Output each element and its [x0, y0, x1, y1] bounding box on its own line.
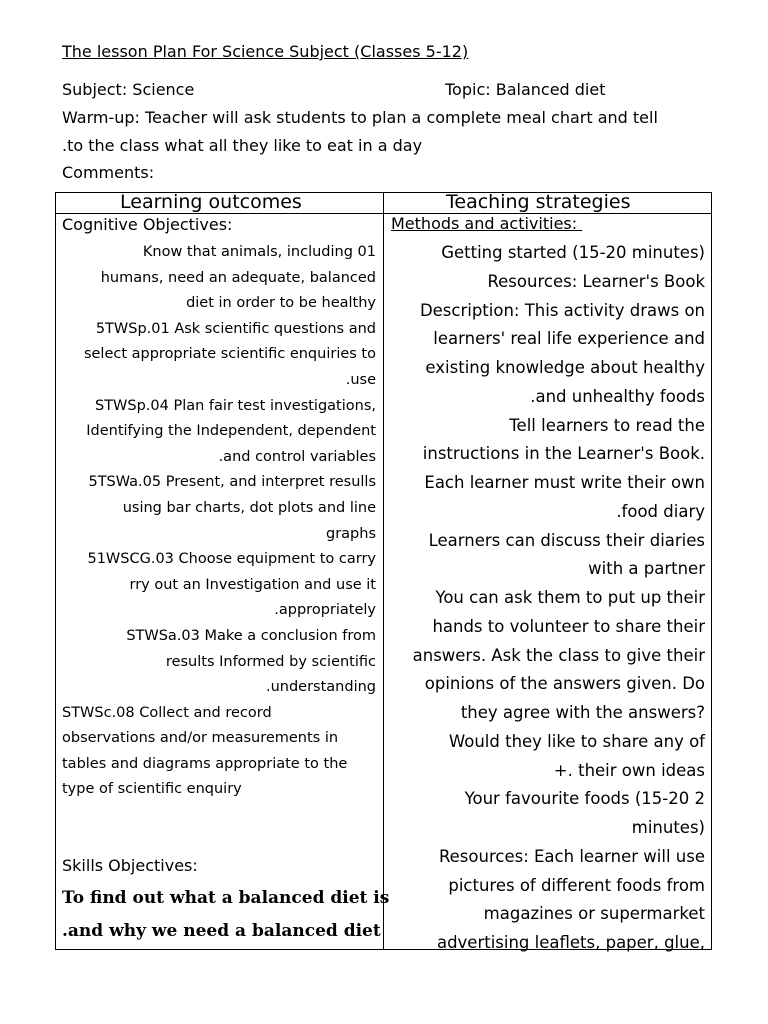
- subject-label: Subject: Science: [62, 80, 195, 99]
- outcome-line: Identifying the Independent, dependent: [86, 423, 376, 440]
- topic-label: Topic: Balanced diet: [445, 80, 606, 99]
- outcome-line: .and control variables: [218, 448, 376, 465]
- teaching-strategies-header: Teaching strategies: [446, 191, 631, 213]
- strategy-line: Would they like to share any of: [448, 731, 705, 751]
- outcome-line: Know that animals, including 01: [142, 244, 376, 260]
- strategy-line: .food diary: [616, 501, 705, 521]
- strategy-line: Description: This activity draws on: [419, 300, 705, 320]
- strategy-line: Resources: Each learner will use: [438, 846, 705, 866]
- strategy-line: Tell learners to read the: [509, 415, 705, 435]
- skills-objectives-heading: Skills Objectives:: [62, 856, 198, 875]
- strategy-line: Your favourite foods (15-20 2: [464, 789, 705, 809]
- outcome-line: type of scientific enquiry: [62, 781, 242, 798]
- outcome-line: .appropriately: [274, 602, 376, 619]
- warmup-line-1: Warm-up: Teacher will ask students to plan a complete meal chart and tell: [62, 108, 658, 127]
- outcome-line: STWSp.04 Plan fair test investigations,: [95, 397, 376, 414]
- outcome-line: diet in order to be healthy: [186, 295, 376, 312]
- page-title: The lesson Plan For Science Subject (Classes 5-12): [62, 42, 469, 61]
- cognitive-objectives-heading: Cognitive Objectives:: [62, 215, 233, 234]
- outcome-line: rry out an Investigation and use it: [129, 576, 376, 593]
- outcome-line: humans, need an adequate, balanced: [100, 269, 376, 286]
- strategy-line: Getting started (15-20 minutes): [441, 243, 705, 262]
- outcome-line: using bar charts, dot plots and line: [122, 499, 376, 516]
- outcome-line: STWSc.08 Collect and record: [62, 704, 272, 721]
- outcome-line: tables and diagrams appropriate to the: [62, 755, 348, 772]
- strategy-line: learners' real life experience and: [433, 329, 705, 349]
- warmup-line-2: .to the class what all they like to eat in a day: [62, 136, 423, 155]
- strategy-line: magazines or supermarket: [483, 904, 705, 924]
- strategy-line: existing knowledge about healthy: [425, 358, 705, 377]
- strategy-line: minutes): [631, 818, 705, 837]
- strategy-line: You can ask them to put up their: [435, 588, 705, 607]
- outcome-line: .understanding: [265, 679, 376, 696]
- outcome-line: observations and/or measurements in: [62, 730, 339, 747]
- methods-heading: Methods and activities:: [391, 214, 583, 233]
- outcome-line: .use: [345, 371, 376, 388]
- outcome-line: 5TWSp.01 Ask scientific questions and: [95, 320, 376, 337]
- strategy-line: Learners can discuss their diaries: [428, 530, 705, 550]
- learning-outcomes-header: Learning outcomes: [120, 191, 302, 213]
- strategy-line: advertising leaflets, paper, glue,: [436, 933, 705, 952]
- strategy-line: answers. Ask the class to give their: [412, 645, 705, 665]
- strategy-line: instructions in the Learner's Book.: [422, 444, 705, 464]
- teaching-strategies-list: [391, 239, 705, 958]
- skills-objective-line-2: .and why we need a balanced diet: [62, 921, 381, 941]
- learning-outcomes-list: [62, 240, 376, 803]
- skills-objective-line-1: To find out what a balanced diet is: [62, 888, 390, 908]
- outcome-line: 5TSWa.05 Present, and interpret resulls: [88, 474, 376, 491]
- strategy-line: opinions of the answers given. Do: [424, 674, 705, 694]
- strategy-line: .and unhealthy foods: [530, 386, 705, 406]
- column-divider: [383, 192, 384, 950]
- outcome-line: 51WSCG.03 Choose equipment to carry: [87, 551, 376, 568]
- outcome-line: graphs: [326, 525, 376, 542]
- strategy-line: with a partner: [588, 559, 705, 579]
- strategy-line: Resources: Learner's Book: [487, 271, 705, 291]
- comments-label: Comments:: [62, 163, 155, 182]
- header-divider: [55, 213, 712, 214]
- strategy-line: hands to volunteer to share their: [432, 616, 705, 636]
- strategy-line: they agree with the answers?: [460, 703, 705, 722]
- outcome-line: STWSa.03 Make a conclusion from: [126, 627, 376, 644]
- outcome-line: select appropriate scientific enquiries to: [83, 346, 376, 363]
- strategy-line: pictures of different foods from: [448, 875, 705, 895]
- outcome-line: results Informed by scientific: [165, 653, 376, 670]
- strategy-line: +. their own ideas: [553, 760, 705, 780]
- strategy-line: Each learner must write their own: [424, 473, 705, 492]
